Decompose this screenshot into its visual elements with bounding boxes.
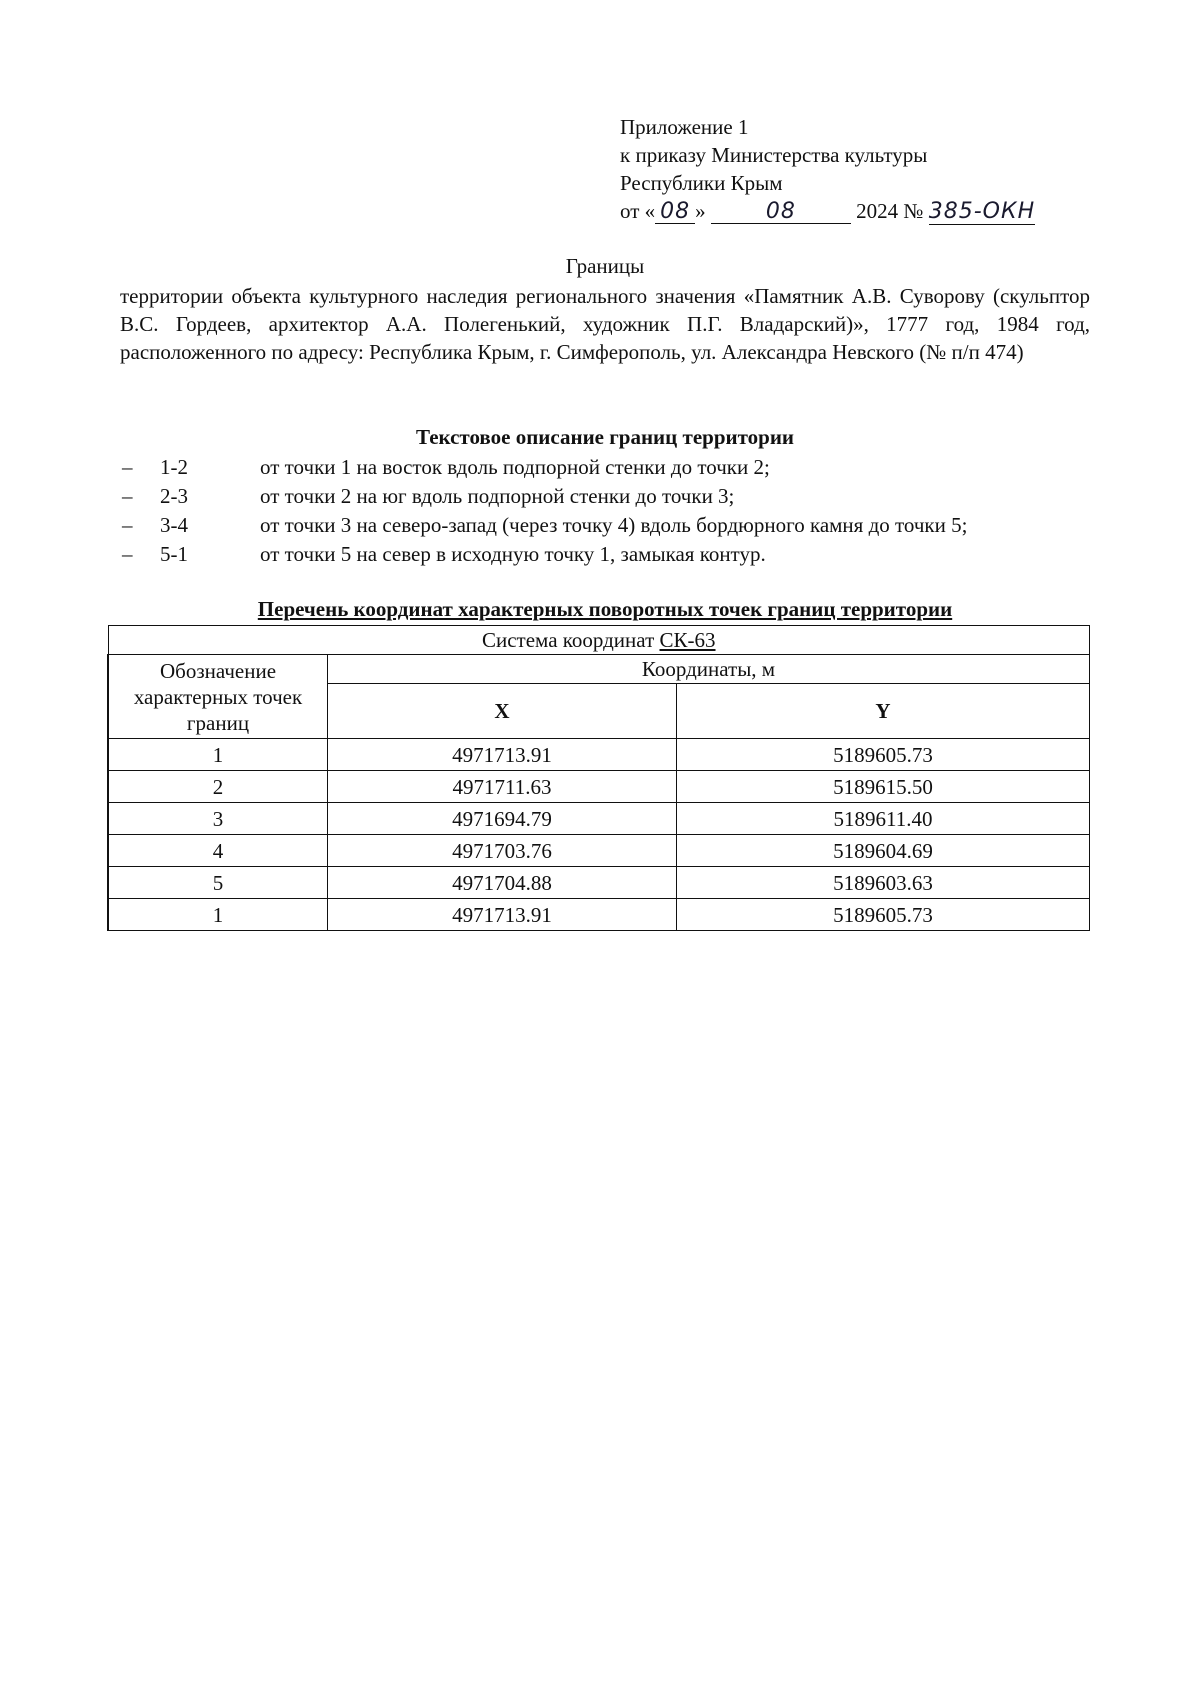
y-column-header: Y [677,684,1090,739]
point-cell: 5 [108,867,328,899]
segment-text: от точки 1 на восток вдоль подпорной стенки до точки 2; [260,455,770,479]
segment-dash: – [122,542,133,566]
ministry-region: Республики Крым [620,171,783,195]
description-title: Текстовое описание границ территории [415,425,795,449]
handwritten-month: 08 [765,199,796,224]
point-cell: 1 [108,739,328,771]
coordinate-system-label: Система координат [481,628,660,652]
handwritten-day: 08 [660,199,691,224]
segment-text: от точки 3 на северо-запад (через точку 4) вдоль бордюрного камня до точки 5; [260,513,968,537]
table-row [108,899,1090,931]
segment-row [120,540,1110,569]
segment-row [120,511,1110,540]
segment-row [120,482,1110,511]
x-cell: 4971694.79 [328,803,677,835]
order-date-line [620,197,1100,225]
y-cell: 5189605.73 [677,739,1090,771]
point-cell: 1 [108,899,328,931]
y-cell: 5189604.69 [677,835,1090,867]
segment-text: от точки 2 на юг вдоль подпорной стенки до точки 3; [260,484,735,508]
segment-id: 1-2 [160,455,188,479]
table-row [108,739,1090,771]
x-cell: 4971704.88 [328,867,677,899]
table-row [108,771,1090,803]
coordinate-system-cell [108,626,1090,655]
appendix-header [620,113,1100,225]
coordinates-header: Координаты, м [328,655,1090,684]
coordinate-system-name: СК-63 [659,628,716,652]
y-cell: 5189615.50 [677,771,1090,803]
point-column-header: Обозначение характерных точек границ [108,655,328,739]
y-cell: 5189603.63 [677,867,1090,899]
point-cell: 2 [108,771,328,803]
date-day-field [655,199,695,224]
segment-id: 3-4 [160,513,188,537]
segment-dash: – [122,455,133,479]
document-title: Границы [565,254,645,278]
appendix-number: Приложение 1 [620,115,749,139]
coordinates-table [107,625,1090,931]
order-number-field [929,199,1059,223]
handwritten-order-number: 385-ОКН [928,199,1036,224]
table-title: Перечень координат характерных поворотных точек границ территории [257,597,953,621]
x-cell: 4971713.91 [328,739,677,771]
table-row [108,867,1090,899]
segment-dash: – [122,513,133,537]
table-row [108,803,1090,835]
date-close-quote: » [695,199,706,223]
date-year: 2024 № [856,199,924,223]
point-cell: 4 [108,835,328,867]
x-column-header: X [328,684,677,739]
point-cell: 3 [108,803,328,835]
x-cell: 4971711.63 [328,771,677,803]
x-cell: 4971703.76 [328,835,677,867]
object-description: территории объекта культурного наследия регионального значения «Памятник А.В. Суворову (скульптор В.С. Гордеев, архитектор А.А. Полегенький, художник П.Г. Владарский)», 1777 год, 1984 год, расположенного по адресу: Республика Крым, г. Симферополь, ул. Александра Невского (№ п/п 474) [120,284,1090,364]
date-month-field [711,199,851,224]
x-cell: 4971713.91 [328,899,677,931]
segment-dash: – [122,484,133,508]
segment-row [120,453,1110,482]
segment-id: 2-3 [160,484,188,508]
date-prefix: от « [620,199,656,223]
segment-id: 5-1 [160,542,188,566]
table-row [108,835,1090,867]
y-cell: 5189611.40 [677,803,1090,835]
order-reference: к приказу Министерства культуры [620,143,928,167]
y-cell: 5189605.73 [677,899,1090,931]
segment-text: от точки 5 на север в исходную точку 1, замыкая контур. [260,542,766,566]
boundary-segments [120,453,1110,569]
